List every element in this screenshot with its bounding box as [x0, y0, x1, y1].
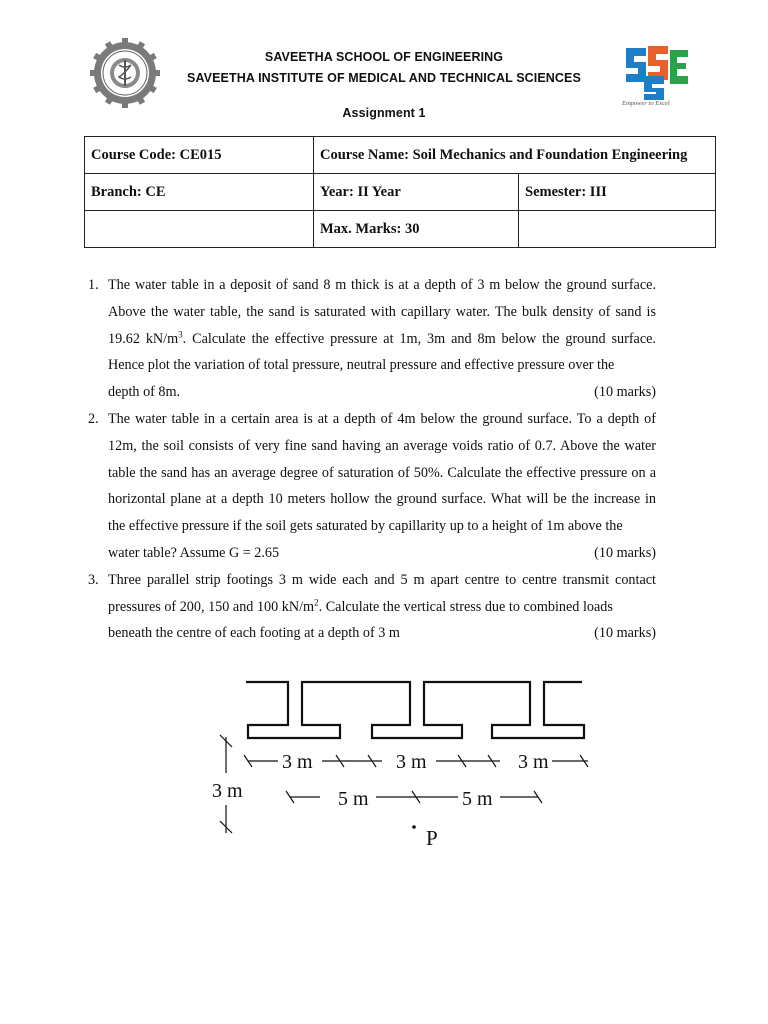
- course-name-cell: Course Name: Soil Mechanics and Foundation Engineering: [314, 137, 716, 174]
- question-number: 2.: [88, 410, 99, 427]
- institute-name: SAVEETHA INSTITUTE OF MEDICAL AND TECHNICAL SCIENCES: [187, 71, 581, 85]
- question-text: Three parallel strip footings 3 m wide each and 5 m apart centre to centre transmit contact pressures of 200, 150 and 100 kN/m: [108, 571, 656, 615]
- width-label: 3 m: [396, 751, 427, 773]
- spacing-label: 5 m: [462, 788, 493, 810]
- footing-outline: [246, 682, 584, 738]
- superscript: 3: [178, 328, 183, 339]
- width-label: 3 m: [518, 751, 549, 773]
- superscript: 2: [314, 596, 319, 607]
- question-item: [88, 272, 656, 406]
- footing-diagram: [200, 665, 610, 860]
- question-item: [88, 406, 656, 567]
- point-marker: [412, 825, 416, 829]
- question-text: . Calculate the effective pressure at 1m, 3m and 8m below the ground surface. Hence plot the variation of total pressure, neutral pressure and effective pressure over the: [108, 330, 656, 374]
- question-marks: (10 marks): [594, 625, 656, 642]
- question-item: [88, 567, 656, 647]
- point-label: P: [426, 826, 438, 850]
- year-cell: Year: II Year: [314, 174, 519, 211]
- dimension-lines: [220, 735, 588, 833]
- question-marks: (10 marks): [594, 544, 656, 561]
- question-text: The water table in a deposit of sand 8 m thick is at a depth of 3 m below the ground surface. Above the water table, the sand is saturated with capillary water. The bulk density of sand is 19.62 kN/m: [108, 277, 656, 347]
- logo-tagline: Empower to Excel: [622, 100, 670, 107]
- question-list: [88, 272, 656, 647]
- question-text: . Calculate the vertical stress due to combined loads: [318, 598, 613, 615]
- question-number: 3.: [88, 571, 99, 588]
- question-marks: (10 marks): [594, 384, 656, 401]
- course-code-cell: Course Code: CE015: [85, 137, 314, 174]
- semester-cell: Semester: III: [519, 174, 716, 211]
- spacing-label: 5 m: [338, 788, 369, 810]
- assignment-title: Assignment 1: [342, 106, 426, 120]
- width-label: 3 m: [282, 751, 313, 773]
- question-last-line: water table? Assume G = 2.65: [108, 544, 280, 561]
- question-last-line: depth of 8m.: [108, 384, 181, 401]
- school-name: SAVEETHA SCHOOL OF ENGINEERING: [264, 50, 504, 64]
- depth-label: 3 m: [212, 780, 243, 802]
- question-last-line: beneath the centre of each footing at a depth of 3 m: [108, 625, 400, 642]
- branch-cell: Branch: CE: [85, 174, 314, 211]
- empty-cell: [519, 211, 716, 248]
- question-text: The water table in a certain area is at a depth of 4m below the ground surface. To a depth of 12m, the soil consists of very fine sand having an average voids ratio of 0.7. Above the water table the sand has an average degree of saturation of 50%. Calculate the effective pressure on a horizontal plane at a depth 10 meters hollow the ground surface. What will be the increase in the effective pressure if the soil gets saturated by capillarity up to a height of 1m above the: [108, 410, 656, 535]
- empty-cell: [85, 211, 314, 248]
- course-info-table: [84, 136, 716, 248]
- question-number: 1.: [88, 277, 99, 293]
- max-marks-cell: Max. Marks: 30: [314, 211, 519, 248]
